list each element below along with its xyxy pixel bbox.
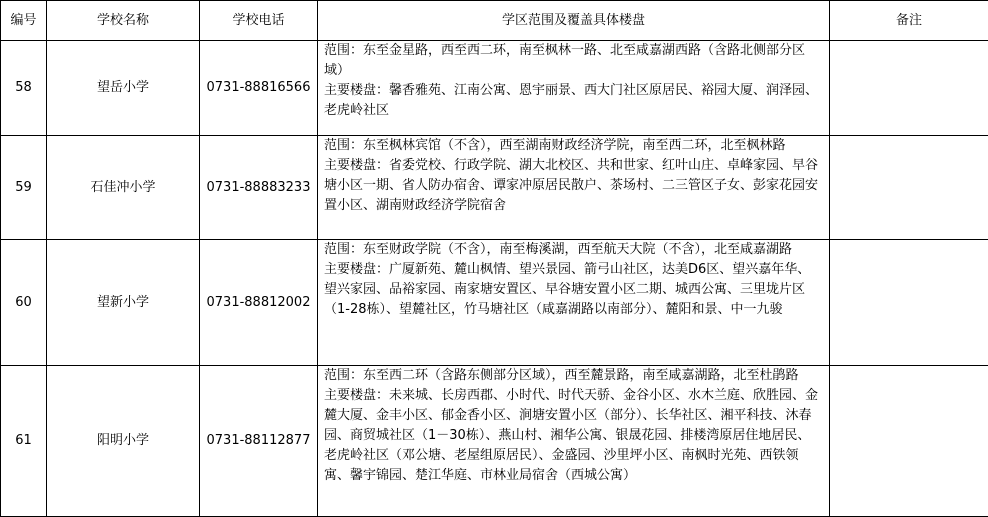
note-cell [830, 366, 988, 517]
school-phone: 0731-88816566 [200, 41, 318, 136]
school-phone: 0731-88812002 [200, 240, 318, 366]
table-row [1, 41, 988, 136]
school-phone: 0731-88883233 [200, 136, 318, 240]
range-text: 范围：东至枫林宾馆（不含），西至湖南财政经济学院，南至西二环，北至枫林路 [324, 136, 821, 156]
district-range-cell [318, 366, 830, 517]
note-cell [830, 240, 988, 366]
range-text: 范围：东至金星路，西至西二环，南至枫林一路、北至咸嘉湖西路（含路北侧部分区域） [324, 41, 821, 81]
table-row [1, 240, 988, 366]
school-name: 望岳小学 [47, 41, 200, 136]
header-school-phone: 学校电话 [200, 1, 318, 41]
district-range-cell [318, 41, 830, 136]
header-no: 编号 [1, 1, 47, 41]
header-row [1, 1, 988, 41]
district-range-cell [318, 240, 830, 366]
buildings-text: 主要楼盘：广厦新苑、麓山枫情、望兴景园、箭弓山社区，达美D6区、望兴嘉年华、望兴家园、品裕家园、南家塘安置区、早谷塘安置小区二期、城西公寓、三里垅片区（1-28栋）、望麓社区，竹马塘社区（咸嘉湖路以南部分）、麓阳和景、中一九骏 [324, 260, 821, 320]
range-text: 范围：东至西二环（含路东侧部分区域），西至麓景路，南至咸嘉湖路，北至杜鹃路 [324, 366, 821, 386]
range-text: 范围：东至财政学院（不含），南至梅溪湖，西至航天大院（不含），北至咸嘉湖路 [324, 240, 821, 260]
school-name: 阳明小学 [47, 366, 200, 517]
note-cell [830, 136, 988, 240]
buildings-text: 主要楼盘：未来城、长房西郡、小时代、时代天骄、金谷小区、水木兰庭、欣胜园、金麓大厦、金丰小区、郁金香小区、涧塘安置小区（部分）、长华社区、湘平科技、沐春园、商贸城社区（1－30栋）、燕山村、湘华公寓、银晟花园、排楼湾原居住地居民、老虎岭社区（邓公塘、老屋组原居民）、金盛园、沙里坪小区、南枫时光苑、西铁领寓、馨宇锦园、楚江华庭、市林业局宿舍（西城公寓） [324, 386, 821, 486]
table-row [1, 136, 988, 240]
row-number: 58 [1, 41, 47, 136]
header-district-range: 学区范围及覆盖具体楼盘 [318, 1, 830, 41]
school-name: 石佳冲小学 [47, 136, 200, 240]
row-number: 60 [1, 240, 47, 366]
header-school-name: 学校名称 [47, 1, 200, 41]
header-note: 备注 [830, 1, 988, 41]
school-phone: 0731-88112877 [200, 366, 318, 517]
school-name: 望新小学 [47, 240, 200, 366]
buildings-text: 主要楼盘：馨香雅苑、江南公寓、恩宇丽景、西大门社区原居民、裕园大厦、润泽园、老虎岭社区 [324, 81, 821, 121]
buildings-text: 主要楼盘：省委党校、行政学院、湖大北校区、共和世家、红叶山庄、卓峰家园、早谷塘小区一期、省人防办宿舍、谭家冲原居民散户、茶场村、二三管区子女、彭家花园安置小区、湖南财政经济学院宿舍 [324, 156, 821, 216]
district-range-cell [318, 136, 830, 240]
row-number: 61 [1, 366, 47, 517]
note-cell [830, 41, 988, 136]
row-number: 59 [1, 136, 47, 240]
table-row [1, 366, 988, 517]
